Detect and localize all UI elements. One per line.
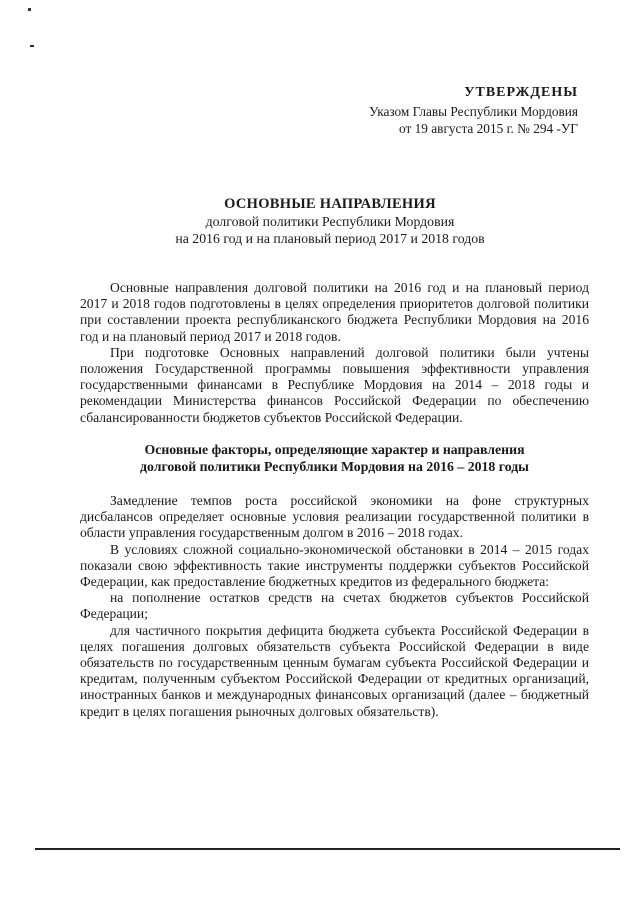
page-bottom-rule — [35, 848, 620, 850]
section-body — [80, 493, 589, 720]
document-title: ОСНОВНЫЕ НАПРАВЛЕНИЯ — [224, 196, 436, 212]
list-item: на пополнение остатков средств на счетах бюджетов субъектов Российской Федерации; — [80, 590, 589, 622]
approval-decree: Указом Главы Республики Мордовия — [368, 104, 578, 119]
document-title-block — [95, 196, 565, 247]
section-heading — [80, 441, 589, 475]
list-item: для частичного покрытия дефицита бюджета субъекта Российской Федерации в целях погашения долговых обязательств субъекта Российской Федерации в виде обязательств по государственным ценным бумагам субъекта Российской Федерации и кредитам, полученным субъектом Российской Федерации от кредитных организаций, иностранных банков и международных финансовых организаций (далее – бюджетный кредит в целях погашения рыночных долговых обязательств). — [80, 622, 589, 719]
intro-section — [80, 280, 589, 426]
scan-mark — [30, 45, 34, 47]
approval-stamp — [258, 84, 578, 137]
approval-title: УТВЕРЖДЕНЫ — [464, 85, 578, 100]
scan-mark — [28, 8, 31, 11]
section-heading-line: Основные факторы, определяющие характер и направления — [144, 442, 525, 457]
paragraph: При подготовке Основных направлений долговой политики были учтены положения Государственной программы повышения эффективности управления государственными финансами в Республике Мордовия на 2014 – 2018 годы и рекомендации Министерства финансов Российской Федерации по обеспечению сбалансированности бюджетов субъектов Российской Федерации. — [80, 344, 589, 425]
paragraph: В условиях сложной социально-экономической обстановки в 2014 – 2015 годах показали свою эффективность такие инструменты поддержки субъектов Российской Федерации, как предоставление бюджетных кредитов из федерального бюджета: — [80, 541, 589, 590]
document-period: на 2016 год и на плановый период 2017 и 2018 годов — [175, 231, 485, 246]
section-heading-line: долговой политики Республики Мордовия на 2016 – 2018 годы — [140, 459, 529, 474]
paragraph: Основные направления долговой политики на 2016 год и на плановый период 2017 и 2018 годов подготовлены в целях определения приоритетов долговой политики при составлении проекта республиканского бюджета Республики Мордовия на 2016 год и на плановый период 2017 и 2018 годов. — [80, 280, 589, 344]
document-subtitle: долговой политики Республики Мордовия — [205, 214, 455, 229]
approval-date: от 19 августа 2015 г. № 294 -УГ — [399, 121, 578, 136]
paragraph: Замедление темпов роста российской экономики на фоне структурных дисбалансов определяет основные условия реализации государственной политики в области управления государственным долгом в 2016 – 2018 годах. — [80, 493, 589, 541]
